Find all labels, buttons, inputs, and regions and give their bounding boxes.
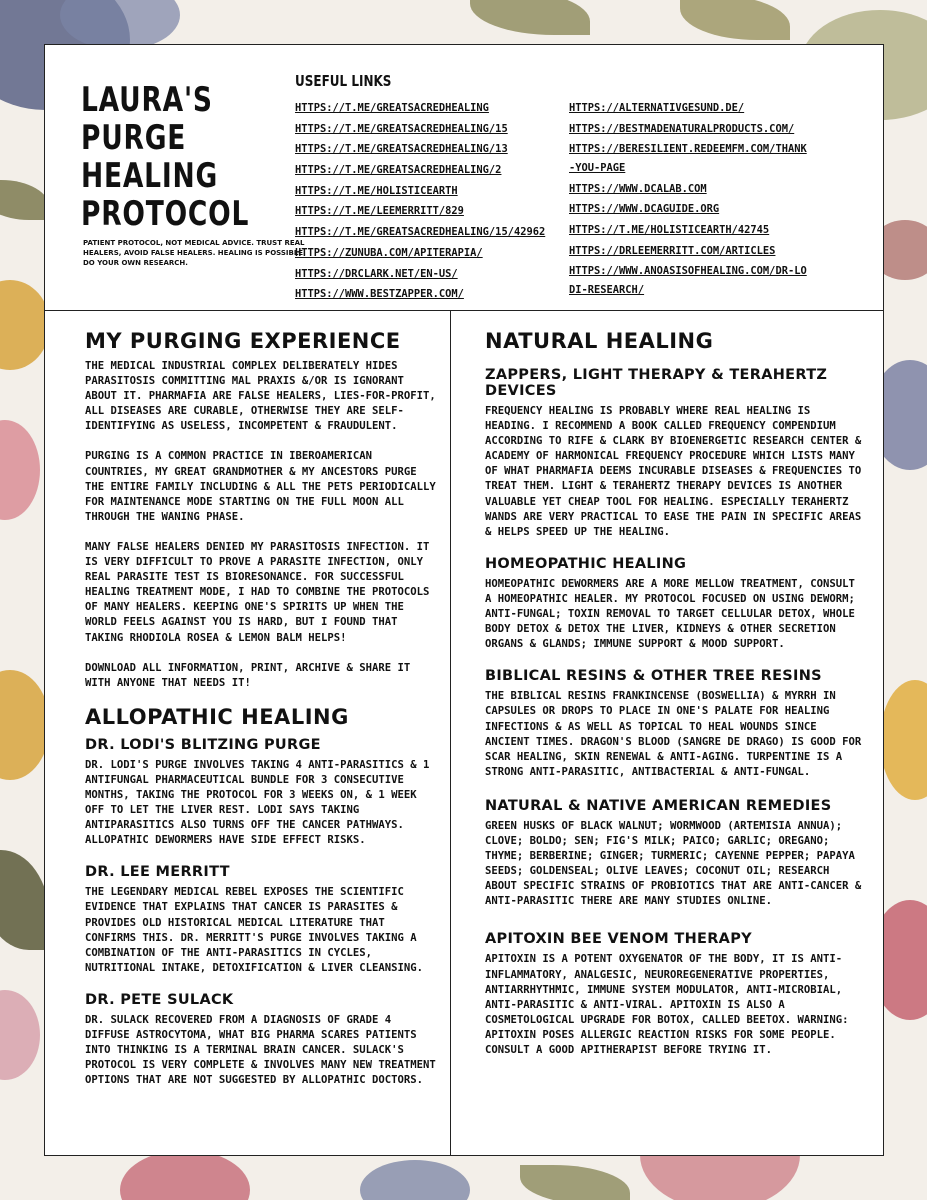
paragraph: THE MEDICAL INDUSTRIAL COMPLEX DELIBERATELY HIDES PARASITOSIS COMMITTING MAL PRAXIS &/OR IS IGNORANT ABOUT IT. PHARMAFIA ARE FALSE HEALERS, LIES-FOR-PROFIT, ALL DISEASES ARE CURABLE, OTHERWISE THEY ARE SELF-IDENTIFYING AS USELESS, INCOMPETENT & FRAUDULENT. <box>85 360 436 433</box>
link[interactable]: HTTPS://T.ME/HOLISTICEARTH/42745 <box>569 223 770 236</box>
subsection-heading: DR. PETE SULACK <box>85 991 234 1008</box>
right-column <box>485 329 867 1058</box>
subsection-heading: APITOXIN BEE VENOM THERAPY <box>485 931 752 948</box>
paragraph: HOMEOPATHIC DEWORMERS ARE A MORE MELLOW TREATMENT, CONSULT A HOMEOPATHIC HEALER. MY PROTOCOL FOCUSED ON USING DEWORM; ANTI-FUNGAL; TOXIN REMOVAL TO TARGET CELLULAR DETOX, WHOLE BODY DETOX & DETOX THE LIVER, KIDNEYS & OTHER SECRETION ORGANS & GLANDS; IMMUNE SUPPORT & MOOD SUPPORT. <box>485 577 855 651</box>
subsection-heading: HOMEOPATHIC HEALING <box>485 555 687 572</box>
link[interactable]: HTTPS://T.ME/GREATSACREDHEALING <box>295 102 489 114</box>
link-item <box>295 222 565 241</box>
paragraph: DR. LODI'S PURGE INVOLVES TAKING 4 ANTI-PARASITICS & 1 ANTIFUNGAL PHARMACEUTICAL BUNDLE FOR 3 CONSECUTIVE MONTHS, TAKING THE PROTOCOL FOR 3 WEEKS ON, & 1 WEEK OFF TO LET THE LIVER REST. LODI SAYS TAKING ANTIPARASITICS ALSO TURNS OFF THE CANCER PATHWAYS. ALLOPATHIC DEWORMERS HAVE SIDE EFFECT RISKS. <box>85 758 430 847</box>
section-heading: ALLOPATHIC HEALING <box>85 704 349 729</box>
link-item <box>295 160 565 179</box>
link-item <box>295 119 565 138</box>
link[interactable]: HTTPS://DRLEEMERRITT.COM/ARTICLES <box>569 244 776 257</box>
link-item <box>295 284 565 303</box>
link[interactable]: HTTPS://T.ME/LEEMERRITT/829 <box>295 205 464 218</box>
paragraph: DOWNLOAD ALL INFORMATION, PRINT, ARCHIVE & SHARE IT WITH ANYONE THAT NEEDS IT! <box>85 661 411 689</box>
header-card <box>44 44 884 312</box>
subsection-heading: DR. LODI'S BLITZING PURGE <box>85 736 321 753</box>
link-item <box>569 241 807 260</box>
subsection-heading: DR. LEE MERRITT <box>85 864 230 881</box>
section-heading: NATURAL HEALING <box>485 329 714 353</box>
link[interactable]: HTTPS://T.ME/GREATSACREDHEALING/2 <box>295 164 502 177</box>
paragraph: MANY FALSE HEALERS DENIED MY PARASITOSIS INFECTION. IT IS VERY DIFFICULT TO PROVE A PARASITE INFECTION, ONLY REAL PARASITE TEST IS BIORESONANCE. FOR SUCCESSFUL HEALING TREATMENT MODE, I HAD TO COMBINE THE PROTOCOLS OF MANY HEALERS. KEEPING ONE'S SPIRITS UP WHEN THE WORLD FEELS AGAINST YOU IS HARD, BUT I FOUND THAT TAKING RHODIOLA ROSEA & LEMON BALM HELPS! <box>85 540 430 644</box>
title-line: PURGE <box>81 118 187 158</box>
link-item <box>295 243 565 262</box>
link-item <box>569 179 807 198</box>
section-heading: MY PURGING EXPERIENCE <box>85 329 401 353</box>
link[interactable]: HTTPS://T.ME/GREATSACREDHEALING/15 <box>295 122 508 135</box>
title-line: PROTOCOL <box>81 194 250 234</box>
subsection-heading: BIBLICAL RESINS & OTHER TREE RESINS <box>485 668 822 685</box>
link-item <box>569 199 807 218</box>
left-column <box>85 329 439 1088</box>
page-title <box>81 81 253 233</box>
paragraph: APITOXIN IS A POTENT OXYGENATOR OF THE BODY, IT IS ANTI-INFLAMMATORY, ANALGESIC, NEUROREGENERATIVE PROPERTIES, ANTIARRHYTHMIC, IMMUNE SYSTEM MODULATOR, ANTI-MICROBIAL, ANTI-PARASITIC & ANTI-VIRAL. APITOXIN IS ALSO A COSMETOLOGICAL UPGRADE FOR BOTOX, CALLED BEETOX. WARNING: APITOXIN POSES ALLERGIC REACTION RISKS FOR SOME PEOPLE. CONSULT A GOOD APITHERAPIST BEFORE TRYING IT. <box>485 953 849 1056</box>
link[interactable]: HTTPS://ALTERNATIVGESUND.DE/ <box>569 102 745 114</box>
paragraph: PURGING IS A COMMON PRACTICE IN IBEROAMERICAN COUNTRIES, MY GREAT GRANDMOTHER & MY ANCESTORS PURGE THE ENTIRE FAMILY INCLUDING & ALL THE PETS PERIODICALLY FOR MAINTENANCE MODE STARTING ON THE FULL MOON ALL THROUGH THE WANING PHASE. <box>85 450 436 523</box>
link[interactable]: HTTPS://BERESILIENT.REDEEMFM.COM/THANK-YOU-PAGE <box>569 143 807 174</box>
link-item <box>295 139 565 158</box>
link[interactable]: HTTPS://ZUNUBA.COM/APITERAPIA/ <box>295 246 483 259</box>
link[interactable]: HTTPS://WWW.DCALAB.COM <box>569 182 707 195</box>
link[interactable]: HTTPS://T.ME/HOLISTICEARTH <box>295 184 458 197</box>
link-item <box>295 201 565 220</box>
left-column-card <box>44 310 452 1156</box>
link-item <box>569 139 807 176</box>
links-list-right <box>569 98 807 301</box>
paragraph: GREEN HUSKS OF BLACK WALNUT; WORMWOOD (ARTEMISIA ANNUA); CLOVE; BOLDO; SEN; FIG'S MILK; PAICO; GARLIC; OREGANO; THYME; BERBERINE; GINGER; TURMERIC; CAYENNE PEPPER; PAPAYA SEEDS; GOLDENSEAL; OLIVE LEAVES; COCONUT OIL; RESEARCH ABOUT SPECIFIC STRAINS OF PROBIOTICS THAT ARE ANTI-CANCER & ANTI-PARASITIC THERE ARE MANY STUDIES ONLINE. <box>485 819 862 908</box>
link[interactable]: HTTPS://WWW.ANOASISOFHEALING.COM/DR-LODI-RESEARCH/ <box>569 265 807 296</box>
link-item <box>569 98 807 117</box>
link-item <box>569 261 807 298</box>
title-line: HEALING <box>81 156 219 196</box>
paragraph: DR. SULACK RECOVERED FROM A DIAGNOSIS OF GRADE 4 DIFFUSE ASTROCYTOMA, WHAT BIG PHARMA SCARES PATIENTS INTO THINKING IS A TERMINAL BRAIN CANCER. SULACK'S PROTOCOL IS VERY COMPLETE & INVOLVES MANY NEW TREATMENT OPTIONS THAT ARE NOT SUGGESTED BY ALLOPATHIC DOCTORS. <box>85 1013 436 1087</box>
link-item <box>295 264 565 283</box>
disclaimer: PATIENT PROTOCOL, NOT MEDICAL ADVICE. TRUST REAL HEALERS, AVOID FALSE HEALERS. HEALING IS POSSIBLE. DO YOUR OWN RESEARCH. <box>83 239 306 267</box>
subsection-heading: ZAPPERS, LIGHT THERAPY & TERAHERTZ DEVICES <box>485 367 828 399</box>
link[interactable]: HTTPS://BESTMADENATURALPRODUCTS.COM/ <box>569 122 795 135</box>
link-item <box>295 98 565 117</box>
title-line: LAURA'S <box>81 80 213 120</box>
link[interactable]: HTTPS://T.ME/GREATSACREDHEALING/13 <box>295 143 508 156</box>
paragraph: FREQUENCY HEALING IS PROBABLY WHERE REAL HEALING IS HEADING. I RECOMMEND A BOOK CALLED FREQUENCY COMPENDIUM ACCORDING TO RIFE & CLARK BY BIOENERGETIC RESEARCH CENTER & ACADEMY OF HARMONICAL FREQUENCY PROCEDURE WHICH LISTS MANY OF WHAT PHARMAFIA DEEMS INCURABLE DISEASES & FREQUENCIES TO TREAT THEM. LIGHT & TERAHERTZ THERAPY DEVICES IS ANOTHER VALUABLE YET CHEAP TOOL FOR HEALING. ESPECIALLY TERAHERTZ WANDS ARE VERY PRACTICAL TO EASE THE PAIN IN SPECIFIC AREAS & HELPS SPEED UP THE HEALING. <box>485 405 862 538</box>
link-item <box>295 181 565 200</box>
link[interactable]: HTTPS://T.ME/GREATSACREDHEALING/15/42962 <box>295 226 546 239</box>
link[interactable]: HTTPS://WWW.BESTZAPPER.COM/ <box>295 288 464 301</box>
link-item <box>569 220 807 239</box>
useful-links-heading: USEFUL LINKS <box>295 72 392 90</box>
link[interactable]: HTTPS://DRCLARK.NET/EN-US/ <box>295 267 458 280</box>
right-column-card <box>450 310 884 1156</box>
subsection-heading: NATURAL & NATIVE AMERICAN REMEDIES <box>485 797 832 814</box>
paragraph: THE BIBLICAL RESINS FRANKINCENSE (BOSWELLIA) & MYRRH IN CAPSULES OR DROPS TO PLACE IN ONE'S PALATE FOR HEALING INFECTIONS & AS WELL AS TOPICAL TO HEAL WOUNDS SINCE ANCIENT TIMES. DRAGON'S BLOOD (SANGRE DE DRAGO) IS GOOD FOR SCAR HEALING, SKIN RENEWAL & ANTI-AGING. TURPENTINE IS A STRONG ANTI-PARASITIC, ANTIBACTERIAL & ANTI-FUNGAL. <box>485 690 862 778</box>
paragraph: THE LEGENDARY MEDICAL REBEL EXPOSES THE SCIENTIFIC EVIDENCE THAT EXPLAINS THAT CANCER IS PARASITES & PROVIDES OLD HISTORICAL MEDICAL LITERATURE THAT CONFIRMS THIS. DR. MERRITT'S PURGE INVOLVES TAKING A COMBINATION OF THE ANTI-PARASITICS IN CYCLES, NUTRITIONAL INTAKE, DETOXIFICATION & LIVER CLEANSING. <box>85 886 424 974</box>
link-item <box>569 119 807 138</box>
links-list-left <box>295 98 565 305</box>
link[interactable]: HTTPS://WWW.DCAGUIDE.ORG <box>569 203 720 216</box>
